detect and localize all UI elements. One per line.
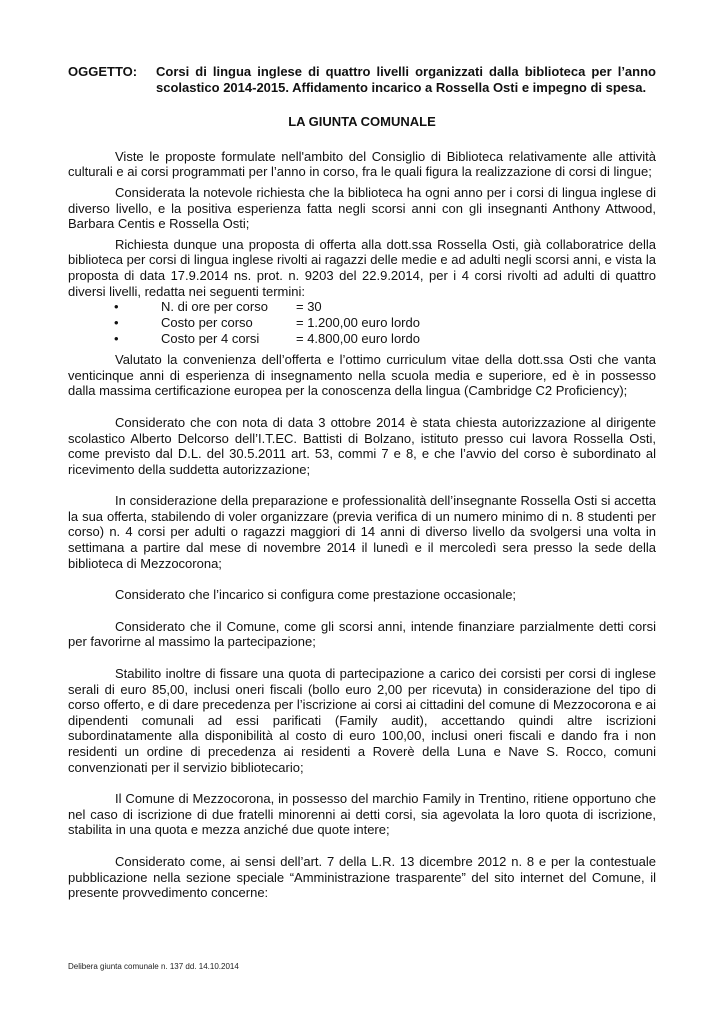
term-value: = 1.200,00 euro lordo bbox=[296, 315, 420, 331]
terms-list bbox=[68, 299, 656, 347]
term-label: Costo per 4 corsi bbox=[161, 331, 260, 347]
paragraph: Considerato che l’incarico si configura come prestazione occasionale; bbox=[115, 587, 517, 603]
term-label: N. di ore per corso bbox=[161, 299, 268, 315]
paragraph: Viste le proposte formulate nell'ambito del Consiglio di Biblioteca relativamente alle attività culturali e ai corsi programmati per l’anno in corso, fra le quali figura la realizzazione di corsi di lingue; bbox=[68, 148, 656, 180]
list-item bbox=[68, 299, 656, 315]
term-value: = 4.800,00 euro lordo bbox=[296, 331, 420, 347]
term-label: Costo per corso bbox=[161, 315, 253, 331]
paragraph: Il Comune di Mezzocorona, in possesso del marchio Family in Trentino, ritiene opportuno che nel caso di iscrizione di due fratelli minorenni ai detti corsi, sia agevolata la loro quota di iscrizione, stabilita in una quota e mezza anziché due quote intere; bbox=[68, 791, 656, 838]
paragraph: Considerata la notevole richiesta che la biblioteca ha ogni anno per i corsi di lingua inglese di diverso livello, e la positiva esperienza fatta negli scorsi anni con gli insegnanti Anthony Attwood, Barbara Centis e Rossella Osti; bbox=[68, 184, 656, 232]
document-page bbox=[68, 64, 656, 901]
paragraph: Considerato che il Comune, come gli scorsi anni, intende finanziare parzialmente detti corsi per favorirne al massimo la partecipazione; bbox=[68, 618, 656, 650]
paragraph: Considerato che con nota di data 3 ottobre 2014 è stata chiesta autorizzazione al dirigente scolastico Alberto Delcorso dell’I.T.EC. Battisti di Bolzano, istituto presso cui lavora Rossella Osti, come previsto dal D.L. del 30.5.2011 art. 53, commi 7 e 8, e che l’avvio del corso è subordinato al ricevimento della suddetta autorizzazione; bbox=[68, 414, 656, 477]
subject-label: OGGETTO: bbox=[68, 64, 138, 79]
paragraph: Richiesta dunque una proposta di offerta alla dott.ssa Rossella Osti, già collaboratrice della biblioteca per corsi di lingua inglese rivolti ai ragazzi delle medie e ad adulti negli scorsi anni, e vista la proposta di data 17.9.2014 ns. prot. n. 9203 del 22.9.2014, per i 4 corsi rivolti ad adulti di quattro diversi livelli, redatta nei seguenti termini: bbox=[68, 236, 656, 299]
paragraph: Considerato come, ai sensi dell’art. 7 della L.R. 13 dicembre 2012 n. 8 e per la contestuale pubblicazione nella sezione speciale “Amministrazione trasparente” del sito internet del Comune, il presente provvedimento concerne: bbox=[68, 853, 656, 901]
term-value: = 30 bbox=[296, 299, 322, 315]
list-item bbox=[68, 331, 656, 347]
list-item bbox=[68, 315, 656, 331]
paragraph: Valutato la convenienza dell’offerta e l’ottimo curriculum vitae della dott.ssa Osti che vanta venticinque anni di esperienza di insegnamento nella scuola media e superiore, ed è in possesso dalla massima certificazione europea per la conoscenza della lingua (Cambridge C2 Proficiency); bbox=[68, 352, 656, 399]
page-footer: Delibera giunta comunale n. 137 dd. 14.10.2014 bbox=[68, 962, 239, 971]
bullet-icon: • bbox=[114, 315, 119, 331]
bullet-icon: • bbox=[114, 331, 119, 347]
paragraph: Stabilito inoltre di fissare una quota di partecipazione a carico dei corsisti per corsi di inglese serali di euro 85,00, inclusi oneri fiscali (bollo euro 2,00 per ricevuta) in considerazione del tipo di corso offerto, e di dare precedenza per l’iscrizione ai corsi ai cittadini del comune di Mezzocorona e ai dipendenti comunali ad essi parificati (Family audit), accettando quindi altre iscrizioni subordinatamente alla disponibilità al costo di euro 100,00, inclusi oneri fiscali e dando fra i non residenti un ordine di precedenza ai residenti a Roverè della Luna e Nave S. Rocco, comuni convenzionati per il servizio bibliotecario; bbox=[68, 666, 656, 775]
subject-block bbox=[68, 64, 656, 95]
paragraph: In considerazione della preparazione e professionalità dell’insegnante Rossella Osti si accetta la sua offerta, stabilendo di voler organizzare (previa verifica di un numero minimo di n. 8 studenti per corso) n. 4 corsi per adulti o ragazzi maggiori di 14 anni di diverso livello da svolgersi una volta in settimana a partire dal mese di novembre 2014 il lunedì e il mercoledì sera presso la sede della biblioteca di Mezzocorona; bbox=[68, 493, 656, 571]
subject-text: Corsi di lingua inglese di quattro livelli organizzati dalla biblioteca per l’anno scolastico 2014-2015. Affidamento incarico a Rossella Osti e impegno di spesa. bbox=[156, 64, 656, 95]
bullet-icon: • bbox=[114, 299, 119, 315]
section-heading: LA GIUNTA COMUNALE bbox=[288, 114, 436, 130]
